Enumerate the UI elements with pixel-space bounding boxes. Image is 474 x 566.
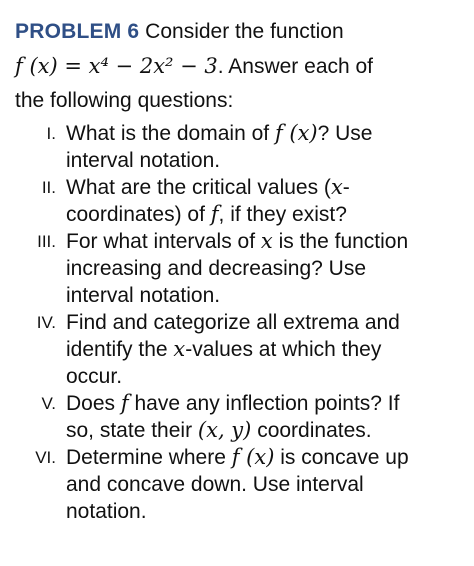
text-segment: , if they exist? — [218, 203, 347, 226]
question-row — [66, 147, 458, 174]
text-segment: -values at which they — [185, 338, 382, 361]
question-text — [66, 120, 458, 174]
question-row — [66, 201, 458, 228]
question-row — [66, 417, 458, 444]
question-item — [0, 390, 474, 444]
text-segment: increasing and decreasing? Use — [66, 257, 367, 280]
question-numeral: V. — [41, 394, 56, 413]
text-segment: interval notation. — [66, 284, 221, 307]
question-numeral: III. — [37, 232, 56, 251]
math-segment: (x, y) — [197, 418, 252, 442]
text-segment: identify the — [66, 338, 174, 361]
question-text — [66, 309, 458, 390]
question-numeral: IV. — [36, 313, 56, 332]
problem-intro — [15, 15, 465, 118]
math-segment: f (x) — [231, 445, 275, 469]
question-numeral: II. — [41, 178, 56, 197]
text-segment: notation. — [66, 500, 147, 523]
math-segment: f — [120, 391, 129, 415]
text-segment: have any inflection points? If — [128, 392, 400, 415]
math-segment: x — [260, 229, 273, 253]
intro-line-1 — [15, 15, 465, 49]
question-text — [66, 390, 458, 444]
question-row — [66, 228, 458, 255]
question-text — [66, 174, 458, 228]
question-item — [0, 174, 474, 228]
text-segment: - — [342, 176, 350, 199]
text-segment: Determine where — [66, 446, 232, 469]
text-segment: so, state their — [66, 419, 198, 442]
text-segment: coordinates) of — [66, 203, 211, 226]
question-item — [0, 309, 474, 390]
intro-text: Consider the function — [145, 20, 344, 43]
problem-label: PROBLEM 6 — [15, 20, 140, 43]
text-segment: Does — [66, 392, 121, 415]
question-numeral: VI. — [35, 448, 56, 467]
question-numeral: I. — [46, 124, 56, 143]
text-segment: Find and categorize all extrema and — [66, 311, 400, 334]
question-text — [66, 228, 458, 309]
question-row — [66, 255, 458, 282]
intro-line-3: the following questions: — [15, 89, 234, 112]
text-segment: occur. — [66, 365, 123, 388]
question-row — [66, 174, 458, 201]
question-row — [66, 390, 458, 417]
text-segment: is the function — [272, 230, 409, 253]
text-segment: What is the domain of — [66, 122, 275, 145]
question-item — [0, 444, 474, 525]
math-segment: f (x) — [274, 121, 318, 145]
question-list — [0, 120, 474, 525]
text-segment: is concave up — [274, 446, 409, 469]
math-segment: x — [173, 337, 186, 361]
math-segment: x — [330, 175, 343, 199]
question-row — [66, 336, 458, 363]
question-item — [0, 120, 474, 174]
question-text — [66, 444, 458, 525]
question-row — [66, 309, 458, 336]
question-row — [66, 363, 458, 390]
text-segment: ? Use — [317, 122, 373, 145]
intro-line-2 — [15, 49, 465, 84]
text-segment: For what intervals of — [66, 230, 261, 253]
question-item — [0, 228, 474, 309]
question-row — [66, 471, 458, 498]
intro-continuation: . Answer each of — [217, 55, 374, 78]
math-segment: f — [210, 202, 219, 226]
function-expression: f (x) = x⁴ − 2x² − 3 — [15, 54, 218, 78]
question-row — [66, 444, 458, 471]
question-row — [66, 282, 458, 309]
text-segment: What are the critical values ( — [66, 176, 331, 199]
text-segment: and concave down. Use interval — [66, 473, 364, 496]
question-row — [66, 120, 458, 147]
question-row — [66, 498, 458, 525]
text-segment: coordinates. — [251, 419, 372, 442]
text-segment: interval notation. — [66, 149, 221, 172]
